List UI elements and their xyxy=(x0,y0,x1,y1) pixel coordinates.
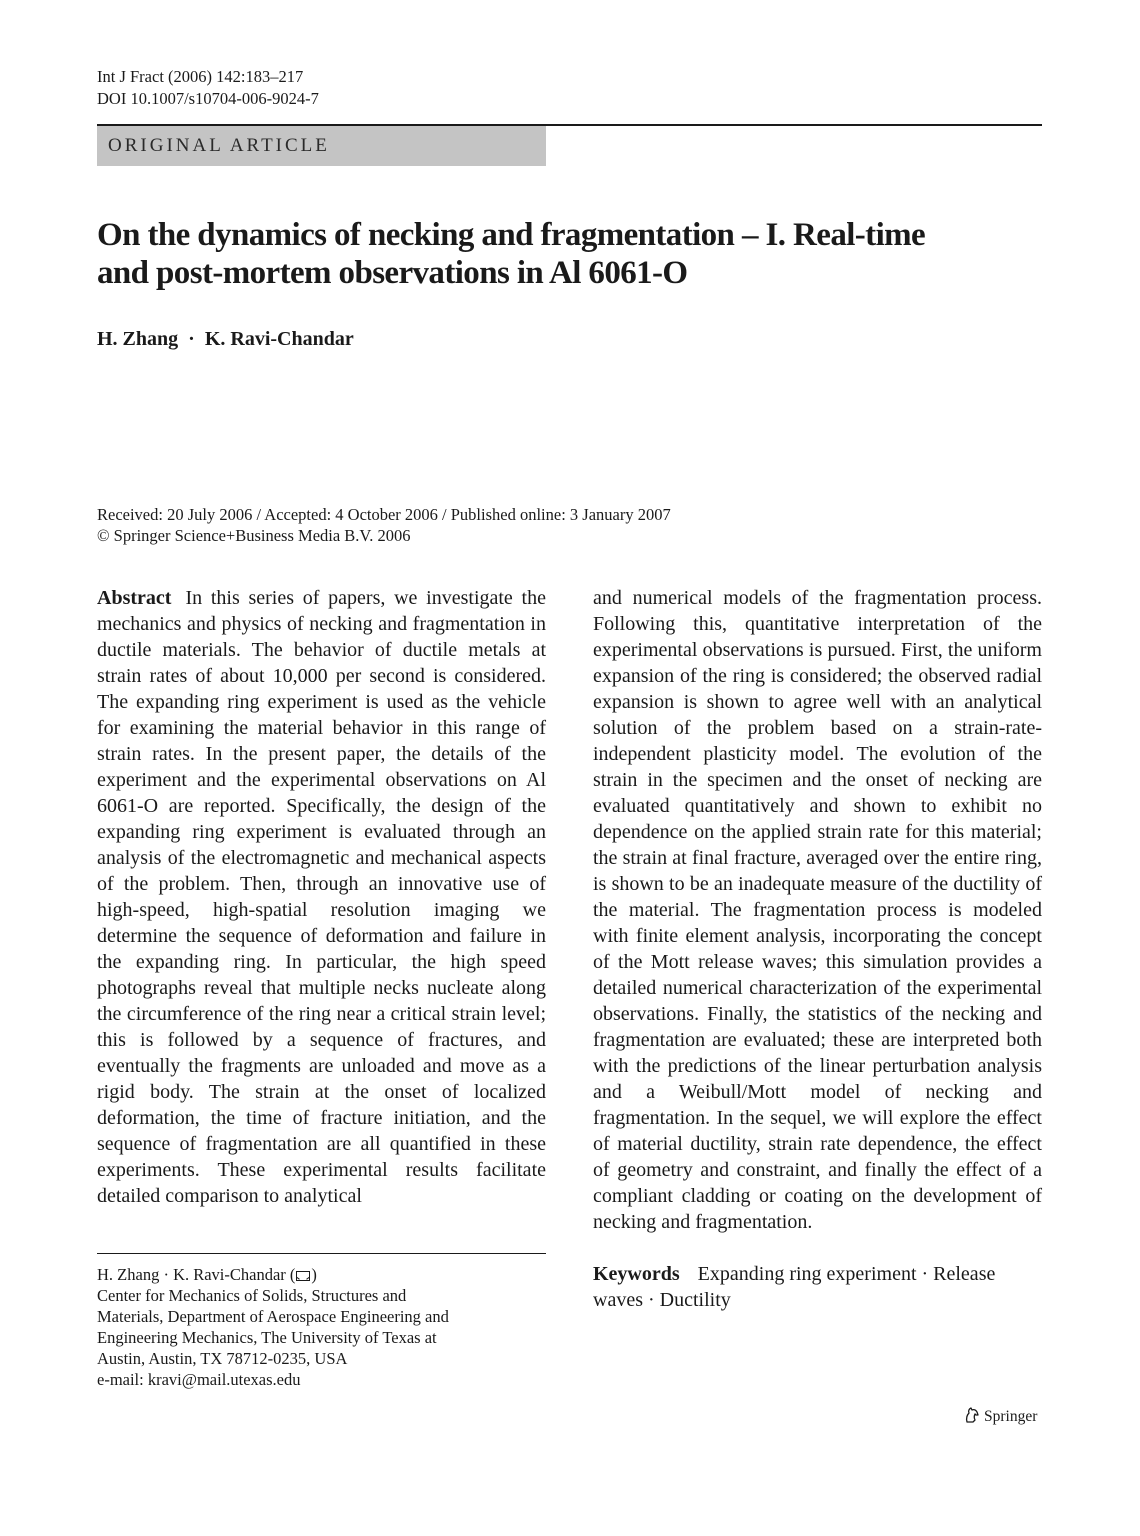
journal-citation: Int J Fract (2006) 142:183–217 xyxy=(97,67,304,86)
journal-header xyxy=(97,66,319,110)
abstract-column-left xyxy=(97,585,546,1209)
history-dates: Received: 20 July 2006 / Accepted: 4 October 2006 / Published online: 3 January 2007 xyxy=(97,505,671,524)
abstract-label: Abstract xyxy=(97,587,172,609)
affiliation-line: Engineering Mechanics, The University of Texas at xyxy=(97,1328,437,1347)
abstract-text-part-1: In this series of papers, we investigate the mechanics and physics of necking and fragmentation in ductile materials. The behavior of ductile metals at strain rates of about 10,000 per second is considered. The expanding ring experiment is used as the vehicle for examining the material behavior in this range of strain rates. In the present paper, the details of the experiment and the experimental observations on Al 6061-O are reported. Specifically, the design of the expanding ring experiment is evaluated through an analysis of the electromagnetic and mechanical aspects of the problem. Then, through an innovative use of high-speed, high-spatial resolution imaging we determine the sequence of deformation and failure in the expanding ring. In particular, the high speed photographs reveal that multiple necks nucleate along the circumference of the ring near a critical strain level; this is followed by a sequence of fractures, and eventually the fragments are unloaded and move as a rigid body. The strain at the onset of localized deformation, the time of fracture initiation, and the sequence of fragmentation are all quantified in these experiments. These experimental results facilitate detailed comparison to analytical xyxy=(97,587,546,1207)
affiliation-authors-close: ) xyxy=(311,1265,317,1284)
title-line-2: and post-mortem observations in Al 6061-O xyxy=(97,255,688,291)
affiliation-line: Center for Mechanics of Solids, Structures and xyxy=(97,1286,407,1305)
keywords-block xyxy=(593,1261,1042,1313)
title-line-1: On the dynamics of necking and fragmentation – I. Real-time xyxy=(97,217,926,253)
author-name: H. Zhang xyxy=(97,328,179,350)
keywords-label: Keywords xyxy=(593,1263,680,1285)
author-list xyxy=(97,326,354,352)
affiliation-authors: H. Zhang · K. Ravi-Chandar ( xyxy=(97,1265,296,1284)
envelope-icon xyxy=(296,1271,310,1281)
affiliation-email: e-mail: kravi@mail.utexas.edu xyxy=(97,1370,301,1389)
publication-history xyxy=(97,504,671,546)
abstract-text-part-2: and numerical models of the fragmentation process. Following this, quantitative interpretation of the experimental observations is pursued. First, the uniform expansion of the ring is considered; the observed radial expansion is shown to agree well with an analytical solution of the problem based on a strain-rate-independent plasticity model. The evolution of the strain in the specimen and the onset of necking are evaluated quantitatively and shown to exhibit no dependence on the applied strain rate for this material; the strain at final fracture, averaged over the entire ring, is shown to be an inadequate measure of the ductility of the material. The fragmentation process is modeled with finite element analysis, incorporating the concept of the Mott release waves; this simulation provides a detailed numerical characterization of the experimental observations. Finally, the statistics of the necking and fragmentation are evaluated; these are interpreted both with the predictions of the linear perturbation analysis and a Weibull/Mott model of necking and fragmentation. In the sequel, we will explore the effect of material ductility, strain rate dependence, the effect of geometry and constraint, and finally the effect of a compliant cladding or coating on the development of necking and fragmentation. xyxy=(593,587,1042,1233)
paper-title xyxy=(97,216,1042,292)
author-separator: · xyxy=(188,328,195,350)
publisher-logo xyxy=(963,1406,1037,1427)
footnote-rule xyxy=(97,1253,546,1254)
article-type-banner: ORIGINAL ARTICLE xyxy=(97,126,546,166)
author-affiliation xyxy=(97,1264,546,1390)
copyright-notice: © Springer Science+Business Media B.V. 2006 xyxy=(97,526,411,545)
author-name: K. Ravi-Chandar xyxy=(204,328,354,350)
journal-doi: DOI 10.1007/s10704-006-9024-7 xyxy=(97,89,319,108)
springer-horse-icon xyxy=(963,1406,981,1424)
affiliation-line: Materials, Department of Aerospace Engineering and xyxy=(97,1307,449,1326)
affiliation-line: Austin, Austin, TX 78712-0235, USA xyxy=(97,1349,348,1368)
keywords-text: Expanding ring experiment · Release waves · Ductility xyxy=(593,1263,996,1311)
publisher-name: Springer xyxy=(984,1408,1038,1425)
abstract-column-right xyxy=(593,585,1042,1313)
affiliation-authors-line xyxy=(97,1264,546,1285)
